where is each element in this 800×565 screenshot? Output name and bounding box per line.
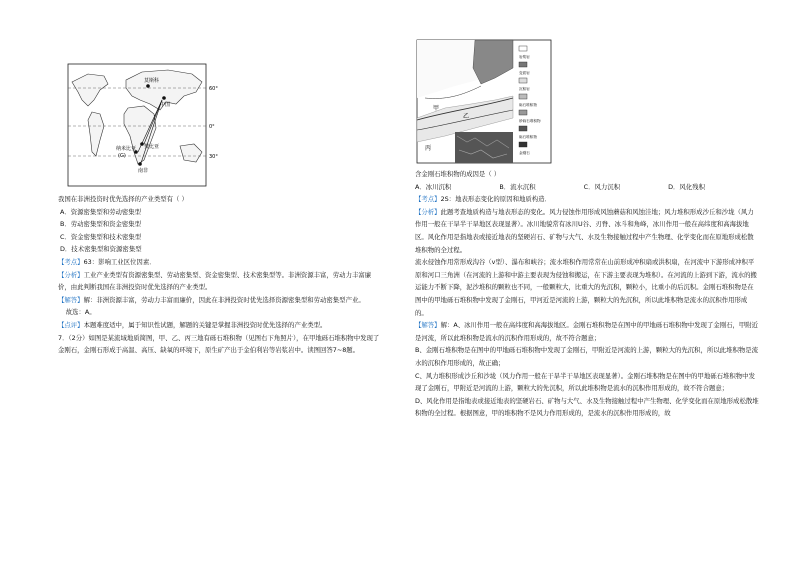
- world-map-figure: [64, 60, 222, 190]
- q7-options: [415, 181, 705, 194]
- r-fenxi-text: 此题考查地质构造与地表形态的变化。风力侵蚀作用形成风蚀蘑菇和风蚀洼地；风力堆积形成沙丘和沙垅（风力作用一般在干旱半干旱地区表现显著）。冰川地貌常有冰川U谷、刃脊、冰斗和角峰，冰川作用一般在高纬度和高海拔地区。风化作用是指地表或接近地表的坚硬岩石、矿物与大气、水及生物接触过程中产生物理、化学变化而在原地形成松散堆积物的全过程。: [415, 207, 754, 254]
- fenxi-text: 工业产业类型有资源密集型、劳动密集型、资金密集型、技术密集型等。非洲资源丰富，劳动力丰富廉价，由此判断我国在非洲投资时优先选择的产业类型。: [58, 270, 372, 292]
- r-jieda-tag: 【解答】: [415, 321, 441, 330]
- r-kaodian-text: 2S：地表形态变化的原因和地质构造．: [440, 195, 551, 204]
- map-label-namibia: 纳米比亚: [116, 146, 137, 152]
- r-jieda-text: 解：A、冰川作用一般在高纬度和高海拔地区。金刚石堆积物是在图中的甲地砾石堆积物中发现了金刚石，甲附近是河流，所以此堆积物是流水的沉积作用形成的，故不符合题意；: [415, 321, 759, 342]
- right-column: [415, 38, 760, 420]
- kaodian-section: [58, 256, 380, 269]
- legend-item-5: 砂砾石堆积物: [519, 119, 541, 123]
- r-fenxi-section: [415, 206, 760, 256]
- r-kaodian-tag: 【考点】: [415, 195, 441, 204]
- r-jieda-b: B、金刚石堆积物是在图中的甲地砾石堆积物中发现了金刚石，甲附近是河流的上游，颗粒大的先沉积，所以此堆积物是流水的沉积作用形成的，故正确；: [415, 346, 759, 367]
- r-kaodian-section: [415, 193, 760, 206]
- geo-label-bing: 丙: [425, 145, 432, 152]
- q7-option-d: D．风化残积: [668, 182, 705, 191]
- legend-item-6: 砾石堆积物: [519, 135, 537, 139]
- jieda-text: 解：非洲资源丰富，劳动力丰富而廉价，因此在非洲投资时优先选择资源密集型和劳动密集型产业。: [83, 295, 365, 304]
- r-fenxi-tag: 【分析】: [415, 207, 441, 216]
- q7-stem: 7．（2分）如图是某流域地质简图，甲、乙、丙三地有砾石堆积物（见图右下角照片），在甲地砾石堆积物中发现了金刚石，金刚石形成于高温、高压、缺氧的环境下，原生矿产出于金伯利岩等岩浆岩中。读图回答7~8题。: [58, 333, 380, 355]
- r-jieda-section: [415, 319, 760, 344]
- map-label-lat: (G): [118, 153, 126, 159]
- legend-item-1: 岩浆岩: [519, 55, 530, 59]
- map-label-eq: 0°: [209, 124, 215, 130]
- legend-item-3: 沉积岩: [519, 87, 530, 91]
- kaodian-tag: 【考点】: [58, 257, 84, 266]
- r-fenxi-text-2: 流水侵蚀作用常形成沟谷（v型）、瀑布和峡谷；流水堆积作用常常在山前形成冲积扇或洪积扇，在河流中下游形成冲积平原和河口三角洲（在河流的上游和中游主要表现为侵蚀和搬运，在下游主要表现为堆积）。在河流的上游到下游，流水的搬运能力不断下降，泥沙堆积的颗粒也不同，一般颗粒大，比重大的先沉积，颗粒小，比重小的后沉积。金刚石堆积物是在图中的甲地砾石堆积物中发现了金刚石，甲河近是河流的上游，颗粒大的先沉积，所以此堆积物是流水的沉积作用形成的。: [415, 258, 757, 317]
- map-label-n60: 60°: [209, 86, 218, 92]
- q6-option-d: D．技术密集型和资源密集型: [60, 245, 142, 254]
- q6-option-c: C．资金密集型和技术密集型: [60, 232, 142, 241]
- q7b-stem: 含金刚石堆积物的成因是（ ）: [415, 170, 501, 178]
- dianping-tag: 【点评】: [58, 320, 84, 329]
- legend-item-2: 变质岩: [519, 71, 530, 75]
- q6-option-a: A．资源密集型和劳动密集型: [60, 207, 142, 216]
- legend-item-4: 砾石堆积物: [519, 103, 537, 107]
- q6-option-b: B．劳动密集型和资金密集型: [60, 220, 142, 229]
- jieda-answer: 故选：A。: [65, 308, 96, 317]
- q6-stem: 我国在非洲投资时优先选择的产业类型有（ ）: [58, 195, 188, 203]
- geo-label-jia: 甲: [433, 105, 440, 112]
- map-label-moscow: 莫斯科: [144, 78, 160, 84]
- q7-option-a: A．冰川沉积: [415, 182, 452, 191]
- kaodian-text: 63：影响工业区位因素．: [83, 257, 156, 266]
- geo-label-yi: 乙: [463, 113, 470, 120]
- legend-item-7: 金刚石: [519, 151, 530, 155]
- jieda-section: [58, 294, 380, 307]
- q7-option-c: C．风力沉积: [583, 182, 621, 191]
- jieda-tag: 【解答】: [58, 295, 84, 304]
- map-label-s30: 30°: [209, 154, 218, 160]
- q7-option-b: B．流水沉积: [499, 182, 536, 191]
- fenxi-section: [58, 269, 380, 294]
- left-column: [58, 60, 380, 357]
- dianping-text: 本题难度适中，属于知识性试题，解题的关键是掌握非洲投资时优先选择的产业类型。: [83, 320, 327, 329]
- r-jieda-c: C、风力堆积形成沙丘和沙垅（风力作用一般在干旱半干旱地区表现显著）。金刚石堆积物是在图中的甲地砾石堆积物中发现了金刚石，甲附近是河流的上游，颗粒大的先沉积，所以此堆积物是流水的沉积作用形成的，故不符合题意；: [415, 371, 755, 393]
- map-label-south-africa: 南非: [138, 168, 149, 174]
- geology-map-figure: [415, 38, 553, 165]
- map-label-china: 中国: [160, 102, 171, 108]
- r-jieda-d: D、风化作用是指地表或接近地表的坚硬岩石、矿物与大气、水及生物接触过程中产生物理、化学变化而在原地形成松散堆积物的全过程。根据图意，甲的堆积物不是风力作用形成的，是流水的沉积作用形成的，故: [415, 396, 759, 418]
- fenxi-tag: 【分析】: [58, 270, 84, 279]
- dianping-section: [58, 319, 380, 332]
- map-label-zambia: 赞比亚: [144, 144, 160, 150]
